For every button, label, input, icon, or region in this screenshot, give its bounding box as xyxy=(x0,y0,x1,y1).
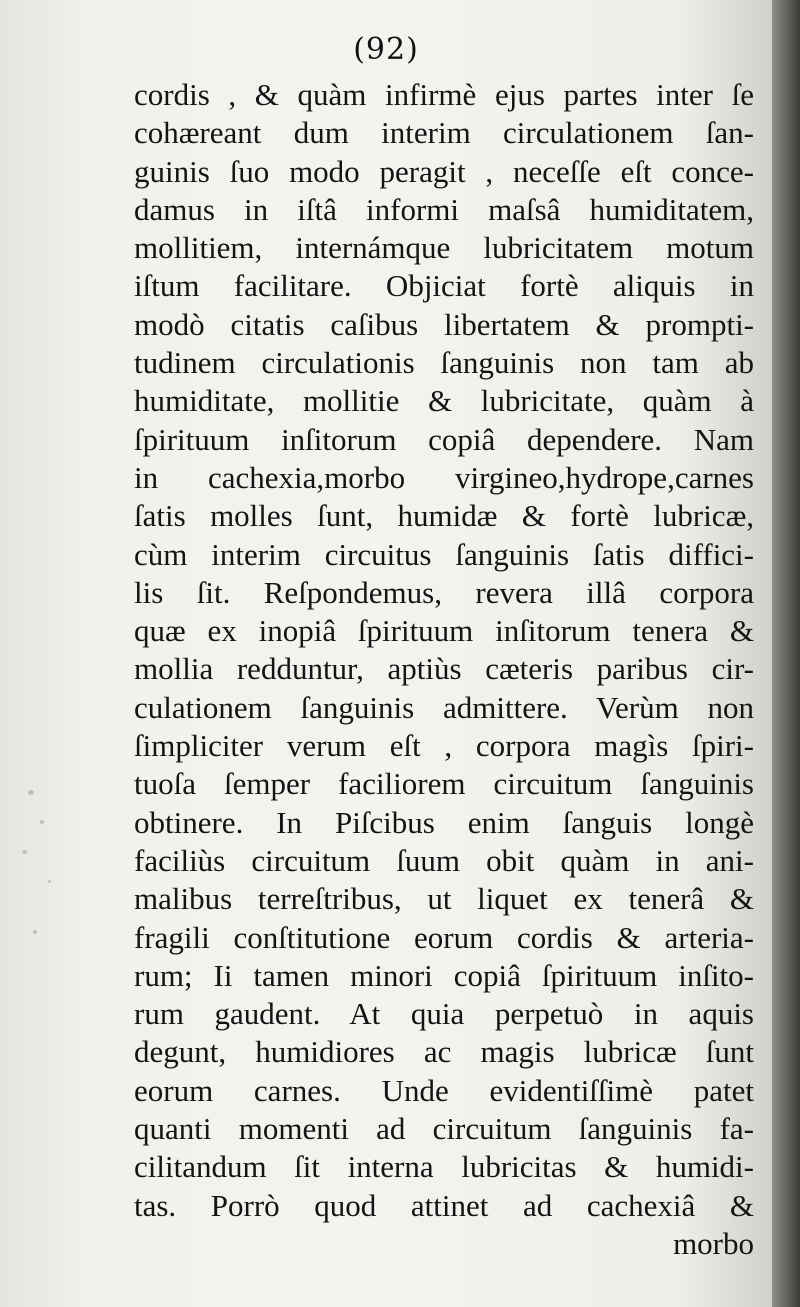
text-line: humiditate, mollitie & lubricitate, quàm à xyxy=(134,383,754,419)
text-line: cordis , & quàm infirmè ejus partes inter ſe xyxy=(134,77,754,112)
paper-speck xyxy=(48,880,51,883)
text-line: guinis ſuo modo peragit , neceſſe eſt conce- xyxy=(134,153,754,189)
book-binding-edge xyxy=(772,0,800,1307)
catchword: morbo xyxy=(673,1225,754,1261)
text-line: rum gaudent. At quia perpetuò in aquis xyxy=(134,996,754,1032)
text-line: cohæreant dum interim circulationem ſan- xyxy=(134,115,754,151)
text-line: in cachexia,morbo virgineo,hydrope,carnes xyxy=(134,459,754,495)
paper-speck xyxy=(22,850,27,854)
text-line: faciliùs circuitum ſuum obit quàm in ani- xyxy=(134,842,754,878)
text-line: culationem ſanguinis admittere. Verùm non xyxy=(134,689,754,725)
text-line: ſimpliciter verum eſt , corpora magìs ſpiri- xyxy=(134,728,754,764)
text-line: ſpirituum inſitorum copiâ dependere. Nam xyxy=(134,421,754,457)
text-line: quanti momenti ad circuitum ſanguinis fa- xyxy=(134,1111,754,1147)
text-line: quæ ex inopiâ ſpirituum inſitorum tenera & xyxy=(134,613,754,649)
text-line: degunt, humidiores ac magis lubricæ ſunt xyxy=(134,1034,754,1070)
text-line: cilitandum ſit interna lubricitas & humidi- xyxy=(134,1149,754,1185)
text-line: obtinere. In Piſcibus enim ſanguis longè xyxy=(134,804,754,840)
paper-speck xyxy=(33,930,37,934)
paper-speck xyxy=(28,790,34,795)
text-line: tas. Porrò quod attinet ad cachexiâ & xyxy=(134,1187,754,1223)
body-text xyxy=(134,76,754,1263)
text-line: rum; Ii tamen minori copiâ ſpirituum inſito- xyxy=(134,957,754,993)
text-line: iſtum facilitare. Objiciat fortè aliquis in xyxy=(134,268,754,304)
text-line: modò citatis caſibus libertatem & prompti- xyxy=(134,306,754,342)
text-line: cùm interim circuitus ſanguinis ſatis diffici- xyxy=(134,536,754,572)
text-line: mollia redduntur, aptiùs cæteris paribus cir- xyxy=(134,651,754,687)
page-number: (92) xyxy=(353,32,419,67)
text-line: tudinem circulationis ſanguinis non tam ab xyxy=(134,345,754,381)
text-line: ſatis molles ſunt, humidæ & fortè lubricæ, xyxy=(134,498,754,534)
text-line: fragili conſtitutione eorum cordis & arteria- xyxy=(134,919,754,955)
text-line: malibus terreſtribus, ut liquet ex tenerâ & xyxy=(134,881,754,917)
text-line: eorum carnes. Unde evidentiſſimè patet xyxy=(134,1072,754,1108)
text-line: damus in iſtâ informi maſsâ humiditatem, xyxy=(134,191,754,227)
text-line: mollitiem, internámque lubricitatem motum xyxy=(134,230,754,266)
text-line: lis ſit. Reſpondemus, revera illâ corpora xyxy=(134,574,754,610)
text-line: tuoſa ſemper faciliorem circuitum ſanguinis xyxy=(134,766,754,802)
paper-speck xyxy=(40,820,44,824)
